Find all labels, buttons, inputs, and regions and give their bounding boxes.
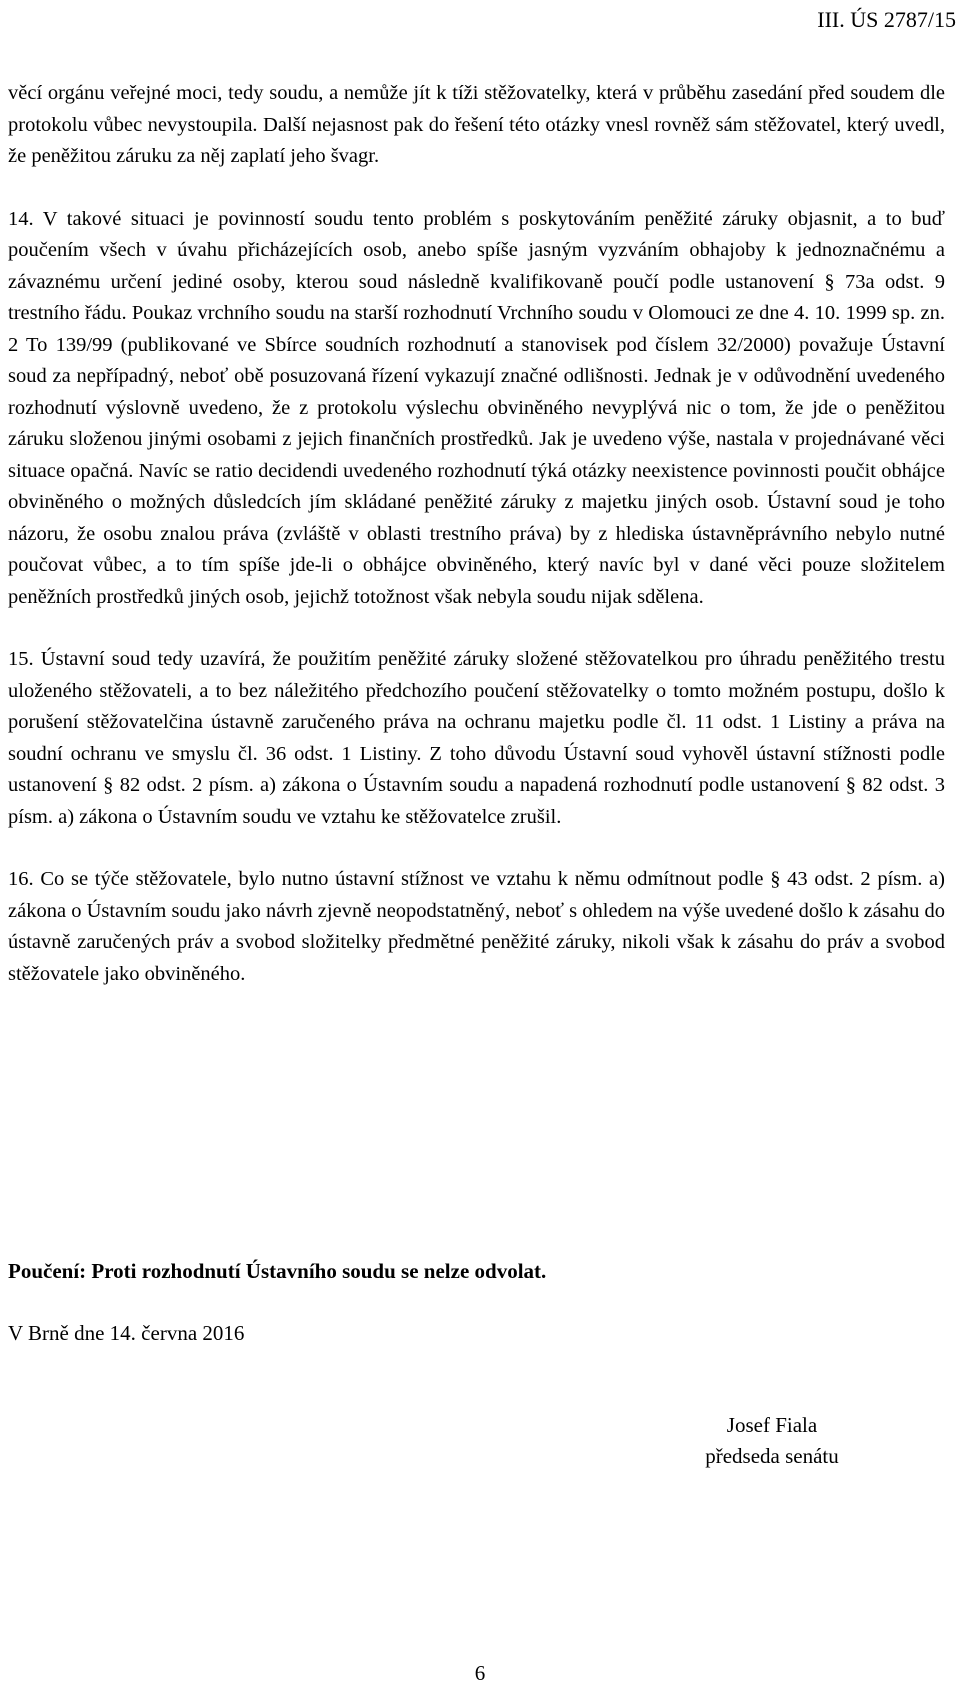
appeal-notice: Poučení: Proti rozhodnutí Ústavního soudu se nelze odvolat. xyxy=(8,1259,547,1283)
place-and-date: V Brně dne 14. června 2016 xyxy=(8,1321,245,1345)
paragraph-16: 16. Co se týče stěžovatele, bylo nutno ústavní stížnost ve vztahu k němu odmítnout podle § 43 odst. 2 písm. a) zákona o Ústavním soudu jako návrh zjevně neopodstatněný, neboť s ohledem na výše uvedené došlo k zásahu do ústavně zaručených práv a svobod složitelky předmětné peněžité záruky, nikoli však k zásahu do práv a svobod stěžovatele jako obviněného. xyxy=(8,868,945,985)
signature-block xyxy=(672,1410,872,1472)
paragraph-15: 15. Ústavní soud tedy uzavírá, že použitím peněžité záruky složené stěžovatelkou pro úhradu peněžitého trestu uloženého stěžovateli, a to bez náležitého předchozího poučení stěžovatelky o tomto možném postupu, došlo k porušení stěžovatelčina ústavně zaručeného práva na ochranu majetku podle čl. 11 odst. 1 Listiny a práva na soudní ochranu ve smyslu čl. 36 odst. 1 Listiny. Z toho důvodu Ústavní soud vyhověl ústavní stížnosti podle ustanovení § 82 odst. 2 písm. a) zákona o Ústavním soudu a napadená rozhodnutí podle ustanovení § 82 odst. 3 písm. a) zákona o Ústavním soudu ve vztahu ke stěžovatelce zrušil. xyxy=(8,648,945,828)
page-number: 6 xyxy=(474,1661,486,1685)
paragraph-continuation: věcí orgánu veřejné moci, tedy soudu, a nemůže jít k tíži stěžovatelky, která v průběhu zasedání před soudem dle protokolu vůbec nevystoupila. Další nejasnost pak do řešení této otázky vnesl rovněž sám stěžovatel, který uvedl, že peněžitou záruku za něj zaplatí jeho švagr. xyxy=(8,82,945,167)
case-number-header: III. ÚS 2787/15 xyxy=(817,7,956,32)
signatory-role: předseda senátu xyxy=(705,1444,839,1468)
paragraph-14: 14. V takové situaci je povinností soudu tento problém s poskytováním peněžité záruky objasnit, a to buď poučením všech v úvahu přicházejících osob, anebo spíše jasným vyzváním obhajoby k jednoznačnému a závaznému určení jediné osoby, kterou soud následně kvalifikovaně poučí podle ustanovení § 73a odst. 9 trestního řádu. Poukaz vrchního soudu na starší rozhodnutí Vrchního soudu v Olomouci ze dne 4. 10. 1999 sp. zn. 2 To 139/99 (publikované ve Sbírce soudních rozhodnutí a stanovisek pod číslem 32/2000) považuje Ústavní soud za nepřípadný, neboť obě posuzovaná řízení vykazují značné odlišnosti. Jednak je v odůvodnění uvedeného rozhodnutí výslovně uvedeno, že z protokolu výslechu obviněného nevyplývá nic o tom, že jde o peněžitou záruku složenou jinými osobami z jejich finančních prostředků. Jak je uvedeno výše, nastala v projednávané věci situace opačná. Navíc se ratio decidendi uvedeného rozhodnutí týká otázky neexistence povinnosti poučit obhájce obviněného o možných důsledcích jím skládané peněžité záruky z majetku jiných osob. Ústavní soud je toho názoru, že osobu znalou práva (zvláště v oblasti trestního práva) by z hlediska ústavněprávního nebylo nutné poučovat vůbec, a to tím spíše jde-li o obhájce obviněného, který navíc byl v dané věci pouze složitelem peněžních prostředků jiných osob, jejichž totožnost však nebyla soudu nijak sdělena. xyxy=(8,207,945,608)
decision-body xyxy=(8,78,945,990)
signatory-name: Josef Fiala xyxy=(726,1413,818,1437)
